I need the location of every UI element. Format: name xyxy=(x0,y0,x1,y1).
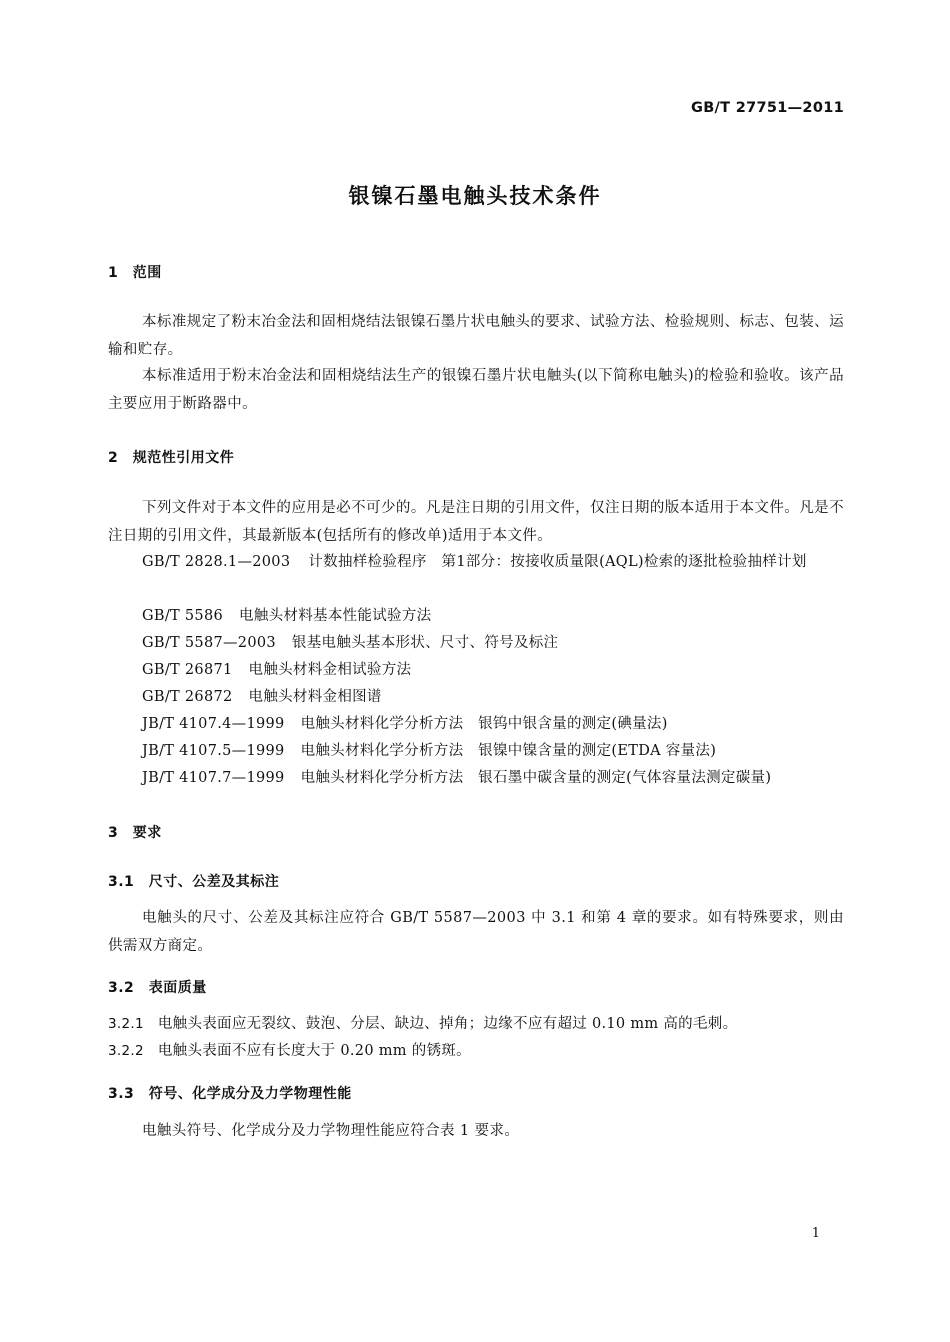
reference-item xyxy=(142,764,771,792)
reference-code: GB/T 26871 xyxy=(142,662,233,678)
reference-title: 电触头材料化学分析方法 银镍中镍含量的测定(ETDA 容量法) xyxy=(300,743,717,759)
clause-3-2-2 xyxy=(108,1037,471,1065)
reference-code: GB/T 5587—2003 xyxy=(142,635,276,651)
reference-code: JB/T 4107.5—1999 xyxy=(142,743,285,759)
section-1-paragraph-2: 本标准适用于粉末冶金法和固相烧结法生产的银镍石墨片状电触头(以下简称电触头)的检验和验收。该产品主要应用于断路器中。 xyxy=(108,368,844,412)
clause-3-2-1 xyxy=(108,1010,737,1038)
reference-code: GB/T 2828.1—2003 xyxy=(142,554,291,570)
reference-code: GB/T 5586 xyxy=(142,608,224,624)
reference-title: 电触头材料化学分析方法 银钨中银含量的测定(碘量法) xyxy=(300,716,668,732)
reference-code: GB/T 26872 xyxy=(142,689,233,705)
reference-item xyxy=(108,548,844,576)
section-3-heading: 3 要求 xyxy=(108,825,162,841)
reference-item xyxy=(142,602,431,630)
section-2-paragraph-1: 下列文件对于本文件的应用是必不可少的。凡是注日期的引用文件，仅注日期的版本适用于本文件。凡是不注日期的引用文件，其最新版本(包括所有的修改单)适用于本文件。 xyxy=(108,500,844,544)
reference-title: 电触头材料化学分析方法 银石墨中碳含量的测定(气体容量法测定碳量) xyxy=(300,770,772,786)
standard-number: GB/T 27751—2011 xyxy=(691,100,844,116)
reference-title: 银基电触头基本形状、尺寸、符号及标注 xyxy=(291,635,559,651)
reference-item xyxy=(142,737,716,765)
reference-item xyxy=(142,629,558,657)
reference-item xyxy=(142,710,668,738)
section-3-3-paragraph: 电触头符号、化学成分及力学物理性能应符合表 1 要求。 xyxy=(142,1123,520,1139)
clause-number: 3.2.2 xyxy=(108,1043,144,1059)
reference-code: JB/T 4107.7—1999 xyxy=(142,770,285,786)
reference-title: 电触头材料金相试验方法 xyxy=(248,662,412,678)
section-3-2-heading: 3.2 表面质量 xyxy=(108,980,207,996)
section-2-heading: 2 规范性引用文件 xyxy=(108,450,235,466)
clause-text: 电触头表面不应有长度大于 0.20 mm 的锈斑。 xyxy=(157,1043,471,1059)
reference-title: 计数抽样检验程序 第1部分：按接收质量限(AQL)检索的逐批检验抽样计划 xyxy=(308,554,807,570)
section-3-3-heading: 3.3 符号、化学成分及力学物理性能 xyxy=(108,1086,352,1102)
reference-code: JB/T 4107.4—1999 xyxy=(142,716,285,732)
document-title: 银镍石墨电触头技术条件 xyxy=(348,184,602,208)
clause-number: 3.2.1 xyxy=(108,1016,144,1032)
reference-title: 电触头材料金相图谱 xyxy=(248,689,382,705)
clause-text: 电触头表面应无裂纹、鼓泡、分层、缺边、掉角；边缘不应有超过 0.10 mm 高的毛刺。 xyxy=(157,1016,738,1032)
reference-item xyxy=(142,683,382,711)
section-1-heading: 1 范围 xyxy=(108,265,162,281)
section-3-1-heading: 3.1 尺寸、公差及其标注 xyxy=(108,874,280,890)
section-3-1-paragraph: 电触头的尺寸、公差及其标注应符合 GB/T 5587—2003 中 3.1 和第 4 章的要求。如有特殊要求，则由供需双方商定。 xyxy=(108,910,844,954)
reference-title: 电触头材料基本性能试验方法 xyxy=(239,608,432,624)
section-1-paragraph-1: 本标准规定了粉末冶金法和固相烧结法银镍石墨片状电触头的要求、试验方法、检验规则、标志、包装、运输和贮存。 xyxy=(108,314,844,358)
page-number: 1 xyxy=(811,1226,820,1241)
reference-item xyxy=(142,656,411,684)
